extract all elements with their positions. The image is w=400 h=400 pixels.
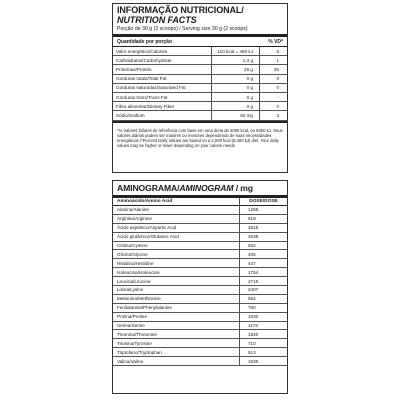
amino-acid-name: Treonina/Threonine — [113, 330, 240, 339]
aminogram-title-en: AMINOGRAM — [179, 183, 234, 193]
nutrient-daily-value: 3 — [260, 111, 288, 120]
amino-acid-name: Metionina/Methionine — [113, 294, 240, 303]
nutrient-daily-value: 6 — [260, 47, 288, 56]
aminogram-row — [113, 241, 287, 250]
nutrient-amount: 82 mg — [212, 111, 260, 120]
amino-acid-name: Fenilalanina/Phenylalanine — [113, 303, 240, 312]
aminogram-table — [113, 198, 287, 366]
nutrient-label: Proteínas/Protein — [113, 65, 212, 74]
aminogram-row — [113, 250, 287, 259]
aminogram-row — [113, 277, 287, 286]
nutrition-row — [113, 65, 287, 74]
aminogram-title-unit: / mg — [233, 183, 253, 193]
amino-acid-name: Leucina/Leucine — [113, 277, 240, 286]
nutrition-title-pt: INFORMAÇÃO NUTRICIONAL/ — [117, 5, 244, 15]
nutrient-daily-value: - — [260, 92, 288, 101]
nutrient-label: Valor energético/Calories — [113, 47, 212, 56]
aminogram-title — [113, 181, 287, 198]
amino-acid-dose: 1754 — [240, 268, 288, 277]
amino-acid-dose: 1530 — [240, 312, 288, 321]
nutrient-label: Gorduras trans/Trans Fat — [113, 92, 212, 101]
nutrient-label: Sódio/Sodium — [113, 111, 212, 120]
nutrient-daily-value: 0 — [260, 102, 288, 111]
amino-acid-name: Arginina/Arginine — [113, 214, 240, 223]
nutrient-daily-value: 35 — [260, 65, 288, 74]
nutrient-label: Fibra alimentar/Dietary Fiber — [113, 102, 212, 111]
aminogram-row — [113, 286, 287, 295]
aminogram-panel — [112, 180, 288, 394]
aminogram-row — [113, 223, 287, 232]
nutrient-daily-value: 0 — [260, 83, 288, 92]
amino-acid-name: Alanina/Alanine — [113, 206, 240, 215]
aminogram-title-pt: AMINOGRAMA/ — [117, 183, 180, 193]
amino-acid-name: Glicina/Glycine — [113, 250, 240, 259]
nutrient-amount: 0 g — [212, 74, 260, 83]
nutrition-row — [113, 74, 287, 83]
amino-acid-dose: 760 — [240, 303, 288, 312]
amino-acid-dose: 447 — [240, 259, 288, 268]
nutrient-amount: 26 g — [212, 65, 260, 74]
amino-acid-name: Prolina/Proline — [113, 312, 240, 321]
aminogram-header-dose: DOSE/DOSE — [240, 198, 288, 206]
nutrient-amount: 0 g — [212, 92, 260, 101]
amino-acid-name: Ácido aspártico/Aspartic Acid — [113, 223, 240, 232]
amino-acid-dose: 513 — [240, 348, 288, 357]
aminogram-row — [113, 206, 287, 215]
amino-acid-dose: 1536 — [240, 357, 288, 366]
amino-acid-dose: 519 — [240, 214, 288, 223]
amino-acid-dose: 1266 — [240, 206, 288, 215]
amino-acid-name: Valina/Valine — [113, 357, 240, 366]
amino-acid-dose: 1840 — [240, 330, 288, 339]
nutrient-amount: 110 kcal = 460 kJ — [212, 47, 260, 56]
amino-acid-dose: 405 — [240, 250, 288, 259]
nutrition-header-vd: % VD* — [260, 37, 288, 47]
amino-acid-name: Tirosina/Tyrosine — [113, 339, 240, 348]
amino-acid-dose: 4538 — [240, 232, 288, 241]
amino-acid-dose: 2407 — [240, 286, 288, 295]
amino-acid-name: Cistina/Cystine — [113, 241, 240, 250]
nutrient-amount: 0 g — [212, 102, 260, 111]
aminogram-row — [113, 321, 287, 330]
nutrition-row — [113, 47, 287, 56]
amino-acid-dose: 552 — [240, 241, 288, 250]
amino-acid-name: Isoleucina/Isoleucine — [113, 268, 240, 277]
amino-acid-name: Histidina/Histidine — [113, 259, 240, 268]
nutrition-row — [113, 111, 287, 120]
nutrition-facts-panel — [112, 3, 288, 173]
amino-acid-name: Lisina/Lysine — [113, 286, 240, 295]
nutrition-footnote: *% Valores Diários de referência com base em uma dieta de 2000 kcal, ou 8400 kJ. Seus valores diários podem ser maiores ou menores dependendo de suas necessidades energéticas./*Percent Daily Values are based on a 2,000 kcal (8,400 kJ) diet. Your daily values may be higher or lower depending on your calorie needs. — [113, 121, 287, 148]
serving-size: Porção de 30 g (2 scoops) / Serving size 30 g (2 scoops) — [113, 25, 287, 37]
aminogram-header-label: Aminoácido/Amino Acid — [113, 198, 240, 206]
amino-acid-dose: 2815 — [240, 223, 288, 232]
amino-acid-dose: 1176 — [240, 321, 288, 330]
aminogram-row — [113, 330, 287, 339]
nutrient-daily-value: 0 — [260, 74, 288, 83]
aminogram-row — [113, 339, 287, 348]
aminogram-row — [113, 348, 287, 357]
nutrient-label: Carboidratos/Carbohydrate — [113, 56, 212, 65]
nutrition-row — [113, 56, 287, 65]
amino-acid-dose: 2716 — [240, 277, 288, 286]
amino-acid-name: Triptofano/Tryptophan — [113, 348, 240, 357]
nutrient-daily-value: 1 — [260, 56, 288, 65]
aminogram-row — [113, 214, 287, 223]
amino-acid-dose: 710 — [240, 339, 288, 348]
amino-acid-name: Serina/Serine — [113, 321, 240, 330]
aminogram-row — [113, 259, 287, 268]
nutrition-row — [113, 102, 287, 111]
nutrition-row — [113, 92, 287, 101]
nutrition-row — [113, 83, 287, 92]
nutrient-amount: 0 g — [212, 83, 260, 92]
nutrient-amount: 1,4 g — [212, 56, 260, 65]
aminogram-row — [113, 232, 287, 241]
nutrition-title-en: NUTRITION FACTS — [117, 14, 197, 25]
aminogram-header-row — [113, 198, 287, 206]
nutrient-label: Gorduras totais/Total Fat — [113, 74, 212, 83]
aminogram-row — [113, 303, 287, 312]
amino-acid-dose: 554 — [240, 294, 288, 303]
amino-acid-name: Ácido glutâmico/Glutamic Acid — [113, 232, 240, 241]
nutrition-title — [113, 4, 287, 25]
aminogram-row — [113, 268, 287, 277]
aminogram-row — [113, 357, 287, 366]
nutrient-label: Gorduras saturadas/Saturated Fat — [113, 83, 212, 92]
aminogram-row — [113, 312, 287, 321]
nutrition-table — [113, 37, 287, 121]
aminogram-row — [113, 294, 287, 303]
nutrition-header-label: Quantidade por porção — [113, 37, 260, 47]
nutrition-header-row — [113, 37, 287, 47]
